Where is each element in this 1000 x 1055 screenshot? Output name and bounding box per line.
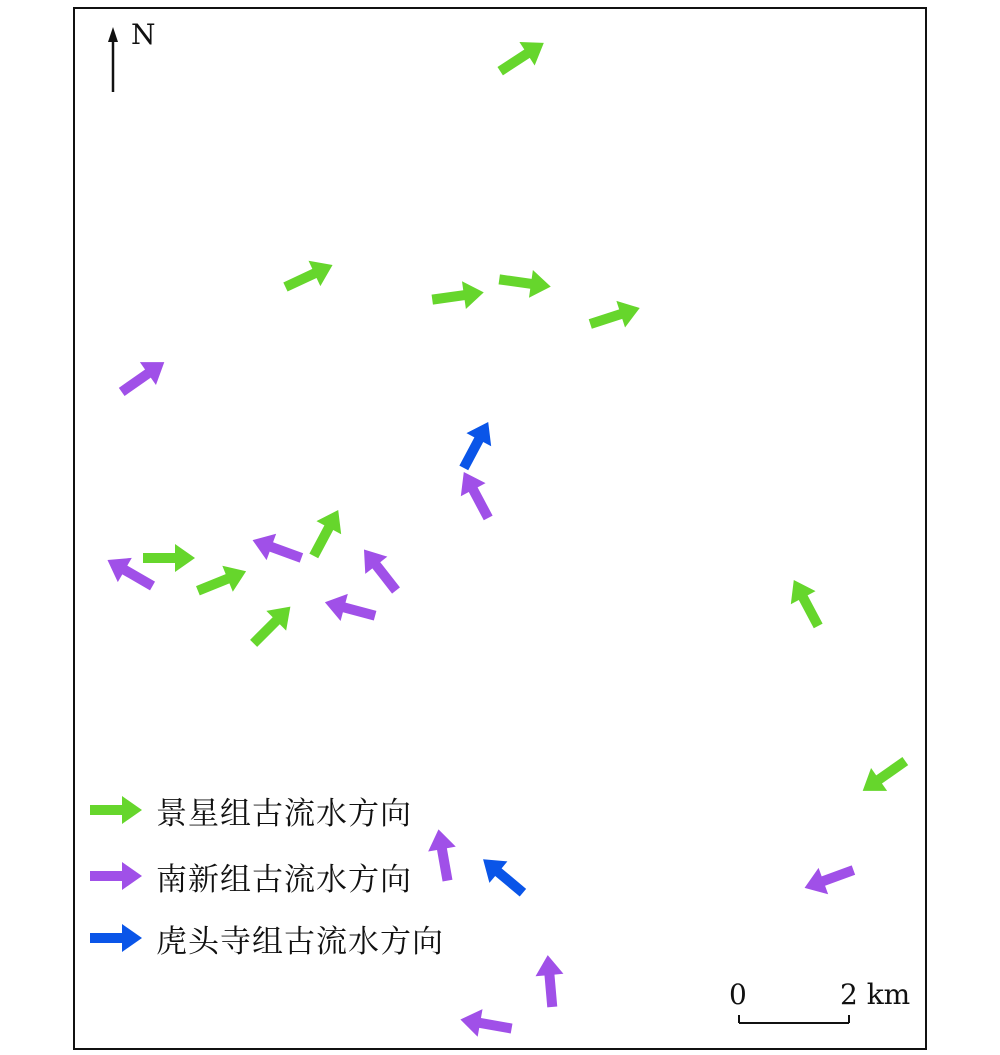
legend-label: 南新组古流水方向 [156,861,412,898]
purple-arrow [451,465,500,524]
green-arrow [280,252,339,299]
green-arrow [586,295,644,338]
purple-arrow [800,857,858,901]
legend-item-nanxin [88,856,412,896]
purple-arrow-icon [88,858,144,894]
green-arrow [193,558,252,603]
blue-arrow [451,415,500,474]
purple-arrow [534,954,566,1008]
purple-arrow [458,1006,514,1043]
blue-arrow-icon [88,920,144,956]
green-arrow [781,573,830,632]
legend-item-hutousi [88,918,444,958]
legend-item-jingxing [88,790,412,830]
scale-bar-zero-label: 0 [729,978,747,1011]
green-arrow [244,597,301,654]
green-paleocurrent-arrows [143,31,913,802]
green-arrow [855,750,914,803]
scale-bar-end-label: 2 km [840,978,911,1011]
scale-bar [739,1015,849,1023]
purple-arrow [425,827,462,883]
green-arrow [497,266,552,301]
green-arrow-icon [88,792,144,828]
north-arrow-icon [108,27,118,92]
purple-arrow [321,589,378,630]
purple-arrow [114,351,173,404]
north-label: N [131,18,156,51]
green-arrow [430,279,485,314]
green-arrow [301,503,350,562]
legend-label: 景星组古流水方向 [156,795,412,832]
green-arrow [143,544,195,572]
purple-arrow [353,541,407,599]
green-arrow [493,31,552,83]
blue-arrow [474,849,532,904]
legend-label: 虎头寺组古流水方向 [156,923,444,960]
purple-arrow [248,527,306,571]
